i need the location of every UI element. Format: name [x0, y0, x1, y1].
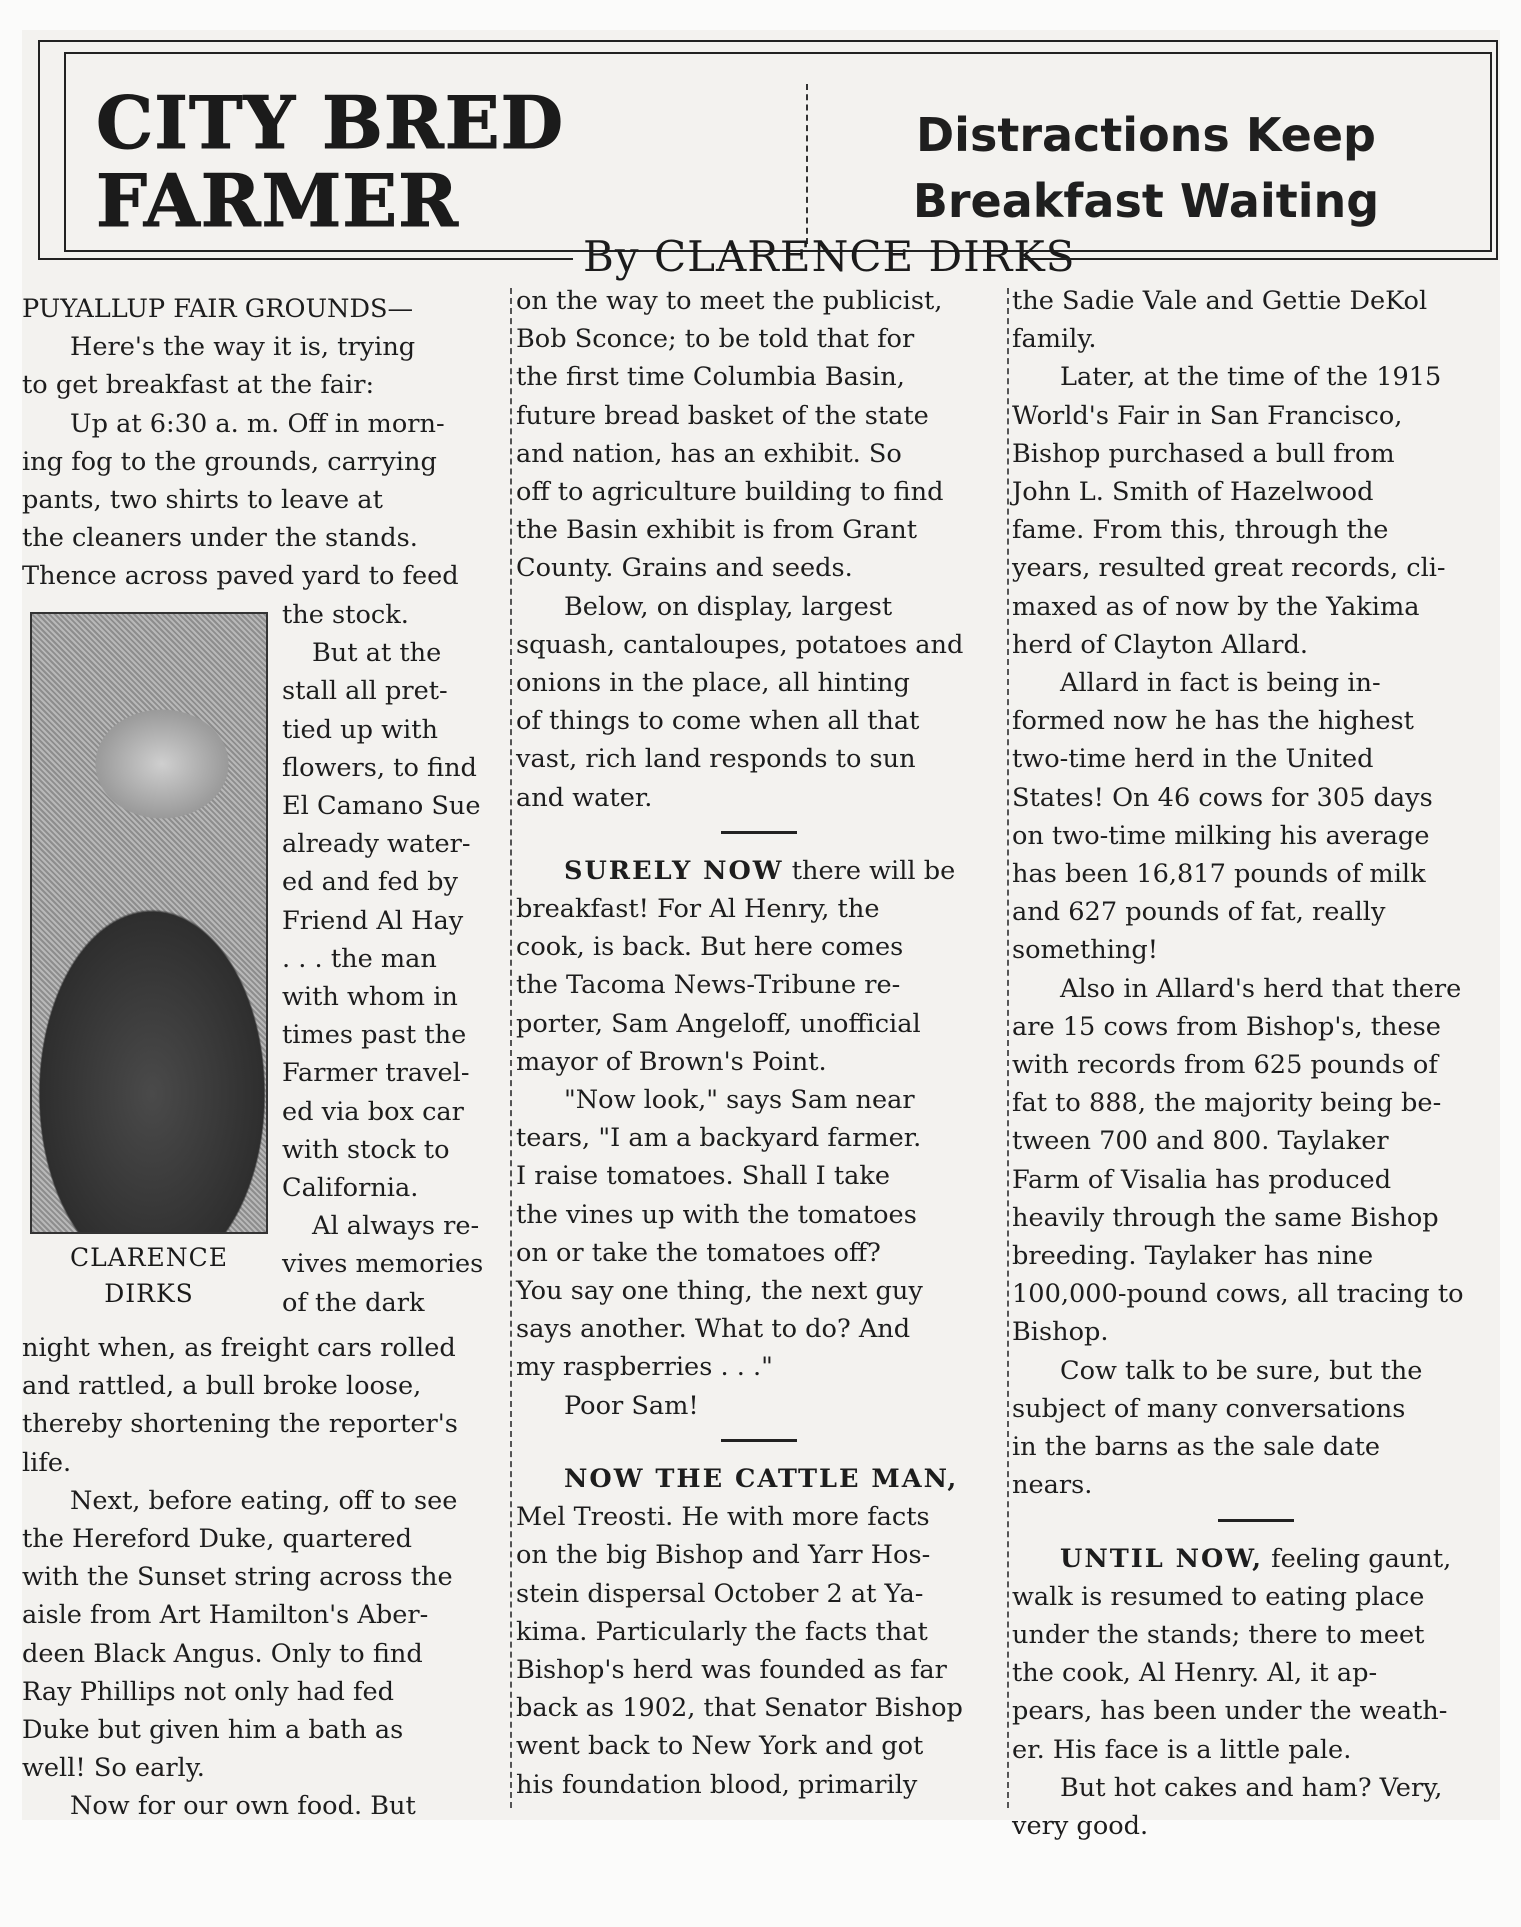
text-line: the cook, Al Henry. Al, it ap-: [1012, 1658, 1378, 1689]
text-line: thereby shortening the reporter's: [22, 1409, 458, 1440]
text-line: tied up with: [282, 714, 438, 745]
text-line: on the way to meet the publicist,: [516, 286, 943, 316]
text-line: well! So early.: [22, 1753, 205, 1784]
text-line: Also in Allard's herd that there: [1060, 973, 1462, 1004]
text-line: on two-time milking his average: [1012, 820, 1430, 851]
text-line: stall all pret-: [282, 676, 448, 707]
text-line: in the barns as the sale date: [1012, 1432, 1380, 1463]
text-line: tears, "I am a backyard farmer.: [516, 1123, 922, 1154]
text-line: Bob Sconce; to be told that for: [516, 324, 915, 355]
text-line: on the big Bishop and Yarr Hos-: [516, 1540, 931, 1571]
column-rule-1: [510, 288, 512, 1808]
header-frame: [38, 40, 1498, 260]
article-column-3: [1012, 282, 1500, 1845]
text-line: World's Fair in San Francisco,: [1012, 400, 1403, 431]
text-line: life.: [22, 1447, 72, 1478]
text-line: vives memories: [282, 1249, 484, 1280]
dateline: PUYALLUP FAIR GROUNDS—: [22, 294, 414, 324]
text-line: Allard in fact is being in-: [1060, 668, 1381, 699]
text-line: family.: [1012, 324, 1097, 355]
article-column-1-tail: [22, 1329, 502, 1826]
text-line: and water.: [516, 782, 653, 813]
text-line: deen Black Angus. Only to find: [22, 1638, 423, 1669]
text-line: ed via box car: [282, 1096, 464, 1127]
section-rule: [1218, 1519, 1294, 1522]
headline-line1: Distractions Keep: [916, 108, 1376, 162]
text-line: herd of Clayton Allard.: [1012, 629, 1309, 660]
section-heading-line: [516, 852, 1002, 890]
text-line: formed now he has the highest: [1012, 706, 1414, 737]
text-line: Cow talk to be sure, but the: [1060, 1355, 1423, 1386]
text-line: two-time herd in the United: [1012, 744, 1374, 775]
text-line: porter, Sam Angeloff, unofficial: [516, 1008, 921, 1039]
text-line: pears, has been under the weath-: [1012, 1696, 1448, 1727]
text-line: vast, rich land responds to sun: [516, 744, 916, 775]
text-line: on or take the tomatoes off?: [516, 1237, 881, 1268]
text-line: to get breakfast at the fair:: [22, 370, 375, 401]
text-line: squash, cantaloupes, potatoes and: [516, 629, 964, 660]
text-line: something!: [1012, 935, 1159, 966]
text-line: kima. Particularly the facts that: [516, 1616, 928, 1647]
article-column-1-wrap: [282, 596, 504, 1322]
text-line: "Now look," says Sam near: [564, 1085, 915, 1116]
section-rule: [721, 1439, 797, 1442]
text-line: the stock.: [282, 600, 409, 630]
text-line: Up at 6:30 a. m. Off in morn-: [70, 408, 445, 439]
header-inner-frame: [64, 52, 1492, 252]
text-line: with records from 625 pounds of: [1012, 1050, 1438, 1081]
text-line: Now for our own food. But: [70, 1791, 416, 1822]
text-line: off to agriculture building to find: [516, 477, 944, 508]
text-line: California.: [282, 1173, 419, 1204]
text-line: onions in the place, all hinting: [516, 668, 910, 699]
text-line: and 627 pounds of fat, really: [1012, 897, 1386, 928]
text-line: Farmer travel-: [282, 1058, 470, 1089]
text-line: cook, is back. But here comes: [516, 932, 904, 963]
headline: [836, 102, 1456, 234]
text-line: very good.: [1012, 1810, 1149, 1841]
text-line: Duke but given him a bath as: [22, 1715, 404, 1746]
text-line: fat to 888, the majority being be-: [1012, 1088, 1442, 1119]
text-line: maxed as of now by the Yakima: [1012, 591, 1420, 622]
text-line: breeding. Taylaker has nine: [1012, 1241, 1374, 1272]
text-line: says another. What to do? And: [516, 1314, 911, 1345]
byline-row: [38, 230, 1498, 280]
text-line: went back to New York and got: [516, 1731, 924, 1762]
text-line: under the stands; there to meet: [1012, 1619, 1425, 1650]
text-line: future bread basket of the state: [516, 400, 929, 431]
text-line: Mel Treosti. He with more facts: [516, 1502, 930, 1533]
text-line: the Basin exhibit is from Grant: [516, 515, 917, 546]
section-rule: [721, 831, 797, 834]
text-line: years, resulted great records, cli-: [1012, 553, 1446, 584]
text-line: But hot cakes and ham? Very,: [1060, 1772, 1443, 1803]
text-line: of the dark: [282, 1287, 425, 1318]
section-heading-line: [516, 1460, 1002, 1498]
text-line: nears.: [1012, 1470, 1093, 1501]
text-line: Bishop purchased a bull from: [1012, 438, 1395, 469]
text-line: County. Grains and seeds.: [516, 553, 853, 584]
article-column-1: [22, 290, 502, 596]
text-line: States! On 46 cows for 305 days: [1012, 782, 1433, 813]
text-line: er. His face is a little pale.: [1012, 1734, 1352, 1765]
text-line: already water-: [282, 829, 471, 860]
text-line: ing fog to the grounds, carrying: [22, 446, 437, 477]
headline-line2: Breakfast Waiting: [912, 174, 1380, 228]
photo-caption: [30, 1240, 268, 1312]
text-line: aisle from Art Hamilton's Aber-: [22, 1600, 429, 1631]
text-line: with stock to: [282, 1134, 450, 1165]
text-line: Poor Sam!: [564, 1390, 699, 1421]
text-line: Ray Phillips not only had fed: [22, 1676, 395, 1707]
text-line: But at the: [312, 638, 442, 669]
text-line: stein dispersal October 2 at Ya-: [516, 1578, 924, 1609]
text-line: Bishop's herd was founded as far: [516, 1654, 947, 1685]
caption-line2: DIRKS: [104, 1279, 194, 1308]
section-lead-rest: feeling gaunt,: [1263, 1543, 1452, 1574]
text-line: and rattled, a bull broke loose,: [22, 1371, 422, 1402]
text-line: of things to come when all that: [516, 706, 920, 737]
caption-line1: CLARENCE: [69, 1243, 229, 1272]
header-divider: [806, 84, 808, 244]
text-line: John L. Smith of Hazelwood: [1012, 477, 1374, 508]
byline-rule-right: [1023, 258, 1498, 260]
text-line: 100,000-pound cows, all tracing to: [1012, 1279, 1464, 1310]
text-line: breakfast! For Al Henry, the: [516, 894, 880, 925]
text-line: fame. From this, through the: [1012, 515, 1389, 546]
text-line: ed and fed by: [282, 867, 458, 898]
text-line: the Tacoma News-Tribune re-: [516, 970, 901, 1001]
text-line: with whom in: [282, 982, 458, 1013]
text-line: night when, as freight cars rolled: [22, 1333, 456, 1363]
text-line: Thence across paved yard to feed: [22, 561, 459, 592]
text-line: pants, two shirts to leave at: [22, 485, 383, 516]
article-column-2: [516, 282, 1002, 1804]
section-heading-line: [1012, 1540, 1500, 1578]
section-lead: UNTIL NOW,: [1060, 1543, 1263, 1574]
text-line: the first time Columbia Basin,: [516, 362, 905, 393]
text-line: back as 1902, that Senator Bishop: [516, 1693, 963, 1724]
text-line: the vines up with the tomatoes: [516, 1199, 917, 1230]
column-title: [96, 80, 565, 243]
column-title-line2: FARMER: [96, 158, 460, 243]
text-line: walk is resumed to eating place: [1012, 1581, 1425, 1612]
text-line: Friend Al Hay: [282, 905, 464, 936]
text-line: the Sadie Vale and Gettie DeKol: [1012, 286, 1428, 316]
text-line: El Camano Sue: [282, 791, 481, 822]
text-line: Farm of Visalia has produced: [1012, 1164, 1392, 1195]
text-line: subject of many conversations: [1012, 1393, 1406, 1424]
text-line: the cleaners under the stands.: [22, 523, 418, 554]
text-line: my raspberries . . .": [516, 1352, 773, 1383]
byline-rule-left: [38, 258, 573, 260]
text-line: and nation, has an exhibit. So: [516, 438, 902, 469]
text-line: tween 700 and 800. Taylaker: [1012, 1126, 1389, 1157]
text-line: Next, before eating, off to see: [70, 1485, 458, 1516]
text-line: I raise tomatoes. Shall I take: [516, 1161, 891, 1192]
text-line: the Hereford Duke, quartered: [22, 1524, 413, 1555]
text-line: Al always re-: [312, 1211, 480, 1242]
text-line: Bishop.: [1012, 1317, 1109, 1348]
text-line: Here's the way it is, trying: [70, 332, 416, 363]
text-line: Below, on display, largest: [564, 591, 893, 622]
text-line: flowers, to find: [282, 752, 477, 783]
text-line: mayor of Brown's Point.: [516, 1046, 827, 1077]
author-photo: [30, 612, 268, 1234]
text-line: are 15 cows from Bishop's, these: [1012, 1011, 1441, 1042]
section-lead: NOW THE CATTLE MAN,: [564, 1463, 959, 1494]
byline: By CLARENCE DIRKS: [583, 232, 1076, 281]
column-rule-2: [1007, 288, 1009, 1808]
text-line: has been 16,817 pounds of milk: [1012, 859, 1426, 890]
text-line: times past the: [282, 1020, 467, 1051]
section-lead: SURELY NOW: [564, 855, 784, 886]
text-line: heavily through the same Bishop: [1012, 1202, 1439, 1233]
section-lead-rest: there will be: [783, 855, 956, 886]
text-line: . . . the man: [282, 943, 437, 974]
text-line: his foundation blood, primarily: [516, 1769, 918, 1800]
column-title-line1: CITY BRED: [96, 80, 565, 165]
text-line: Later, at the time of the 1915: [1060, 362, 1442, 393]
text-line: You say one thing, the next guy: [516, 1276, 923, 1307]
text-line: with the Sunset string across the: [22, 1562, 453, 1593]
